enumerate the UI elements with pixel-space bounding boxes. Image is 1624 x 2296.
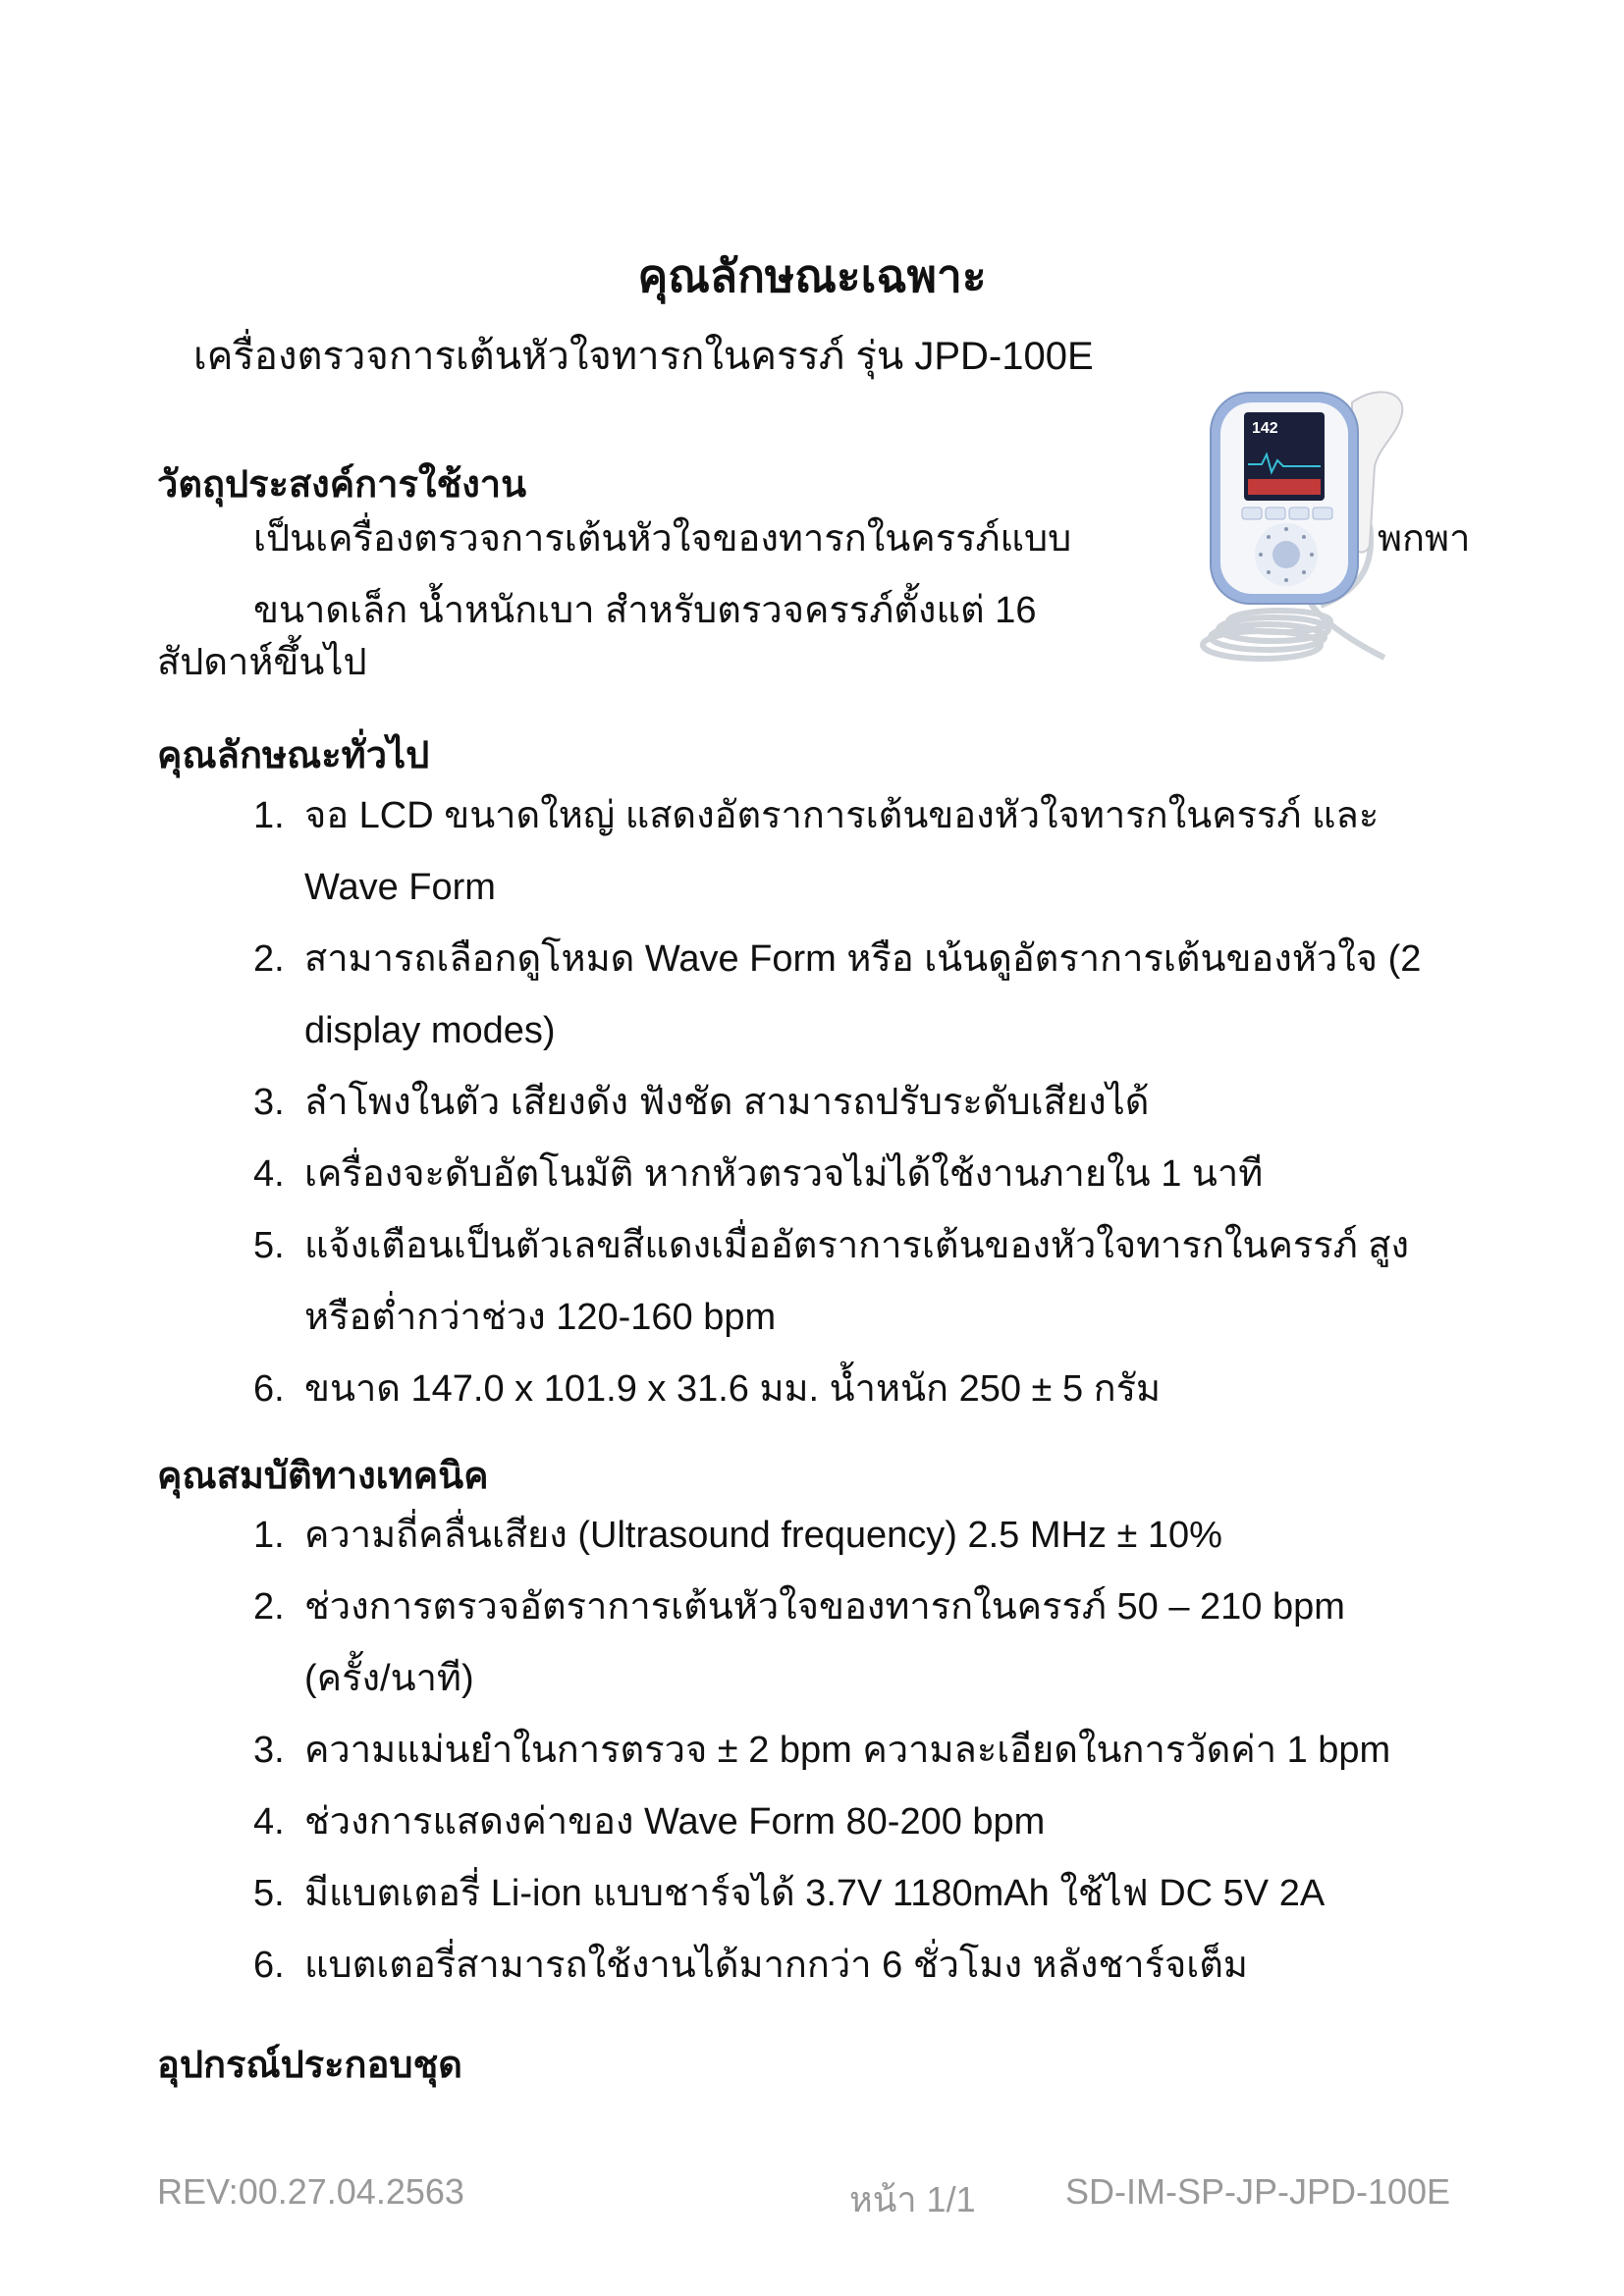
item-number: 1.	[253, 1515, 285, 1556]
item-line: ความถี่คลื่นเสียง (Ultrasound frequency) 2.5 MHz ± 10%	[304, 1515, 1222, 1556]
item-number: 1.	[253, 795, 285, 836]
purpose-line-1: เป็นเครื่องตรวจการเต้นหัวใจของทารกในครรภ์แบบ	[253, 518, 1072, 560]
item-line: ลำโพงในตัว เสียงดัง ฟังชัด สามารถปรับระดับเสียงได้	[304, 1082, 1150, 1123]
purpose-heading: วัตถุประสงค์การใช้งาน	[157, 464, 527, 506]
purpose-line-3: สัปดาห์ขึ้นไป	[157, 642, 367, 683]
list-item	[253, 1210, 1421, 1354]
item-number: 6.	[253, 1368, 285, 1410]
item-line: (ครั้ง/นาที)	[304, 1658, 474, 1699]
footer-document-code: SD-IM-SP-JP-JPD-100E	[1065, 2171, 1451, 2212]
item-number: 3.	[253, 1082, 285, 1123]
document-subtitle: เครื่องตรวจการเต้นหัวใจทารกในครรภ์ รุ่น JPD-100E	[193, 335, 1094, 378]
technical-heading: คุณสมบัติทางเทคนิค	[157, 1456, 489, 1497]
list-item	[253, 924, 1421, 1067]
item-number: 5.	[253, 1873, 285, 1914]
document-title: คุณลักษณะเฉพาะ	[637, 250, 987, 301]
purpose-line-1-end: พกพา	[1378, 518, 1471, 560]
item-line: ขนาด 147.0 x 101.9 x 31.6 มม. น้ำหนัก 250 ± 5 กรัม	[304, 1368, 1162, 1410]
list-item	[253, 1500, 1390, 1572]
item-line: หรือต่ำกว่าช่วง 120-160 bpm	[304, 1297, 777, 1338]
item-line: แจ้งเตือนเป็นตัวเลขสีแดงเมื่ออัตราการเต้นของหัวใจทารกในครรภ์ สูง	[304, 1225, 1410, 1266]
item-line: เครื่องจะดับอัตโนมัติ หากหัวตรวจไม่ได้ใช้งานภายใน 1 นาที	[304, 1153, 1264, 1195]
item-line: มีแบตเตอรี่ Li-ion แบบชาร์จได้ 3.7V 1180mAh ใช้ไฟ DC 5V 2A	[304, 1873, 1326, 1914]
list-item	[253, 1354, 1421, 1425]
item-line: Wave Form	[304, 867, 496, 908]
item-line: สามารถเลือกดูโหมด Wave Form หรือ เน้นดูอัตราการเต้นของหัวใจ (2	[304, 938, 1422, 980]
accessories-heading: อุปกรณ์ประกอบชุด	[157, 2045, 462, 2086]
general-heading: คุณลักษณะทั่วไป	[157, 735, 430, 776]
list-item	[253, 1930, 1390, 2002]
item-number: 6.	[253, 1945, 285, 1986]
item-number: 2.	[253, 1586, 285, 1628]
item-number: 5.	[253, 1225, 285, 1266]
item-number: 4.	[253, 1153, 285, 1195]
item-line: display modes)	[304, 1010, 556, 1051]
general-list	[253, 780, 1421, 1425]
item-line: ความแม่นยำในการตรวจ ± 2 bpm ความละเอียดในการวัดค่า 1 bpm	[304, 1730, 1391, 1771]
list-item	[253, 1858, 1390, 1930]
item-line: แบตเตอรี่สามารถใช้งานได้มากกว่า 6 ชั่วโมง หลังชาร์จเต็ม	[304, 1945, 1248, 1986]
technical-list	[253, 1500, 1390, 2002]
footer-revision: REV:00.27.04.2563	[157, 2171, 464, 2212]
purpose-line-2: ขนาดเล็ก น้ำหนักเบา สำหรับตรวจครรภ์ตั้งแต่ 16	[253, 590, 1037, 631]
fetal-doppler-device-image	[1173, 378, 1409, 682]
list-item	[253, 1715, 1390, 1787]
item-line: จอ LCD ขนาดใหญ่ แสดงอัตราการเต้นของหัวใจทารกในครรภ์ และ	[304, 795, 1380, 836]
item-line: ช่วงการแสดงค่าของ Wave Form 80-200 bpm	[304, 1801, 1046, 1842]
list-item	[253, 1787, 1390, 1858]
list-item	[253, 1139, 1421, 1210]
list-item	[253, 780, 1421, 924]
fetal-doppler-device-icon	[1173, 378, 1409, 682]
list-item	[253, 1572, 1390, 1715]
device-screen-reading: 142	[1252, 420, 1278, 437]
item-number: 3.	[253, 1730, 285, 1771]
list-item	[253, 1067, 1421, 1139]
item-line: ช่วงการตรวจอัตราการเต้นหัวใจของทารกในครรภ์ 50 – 210 bpm	[304, 1586, 1345, 1628]
item-number: 4.	[253, 1801, 285, 1842]
footer-page-number: หน้า 1/1	[849, 2179, 976, 2219]
item-number: 2.	[253, 938, 285, 980]
